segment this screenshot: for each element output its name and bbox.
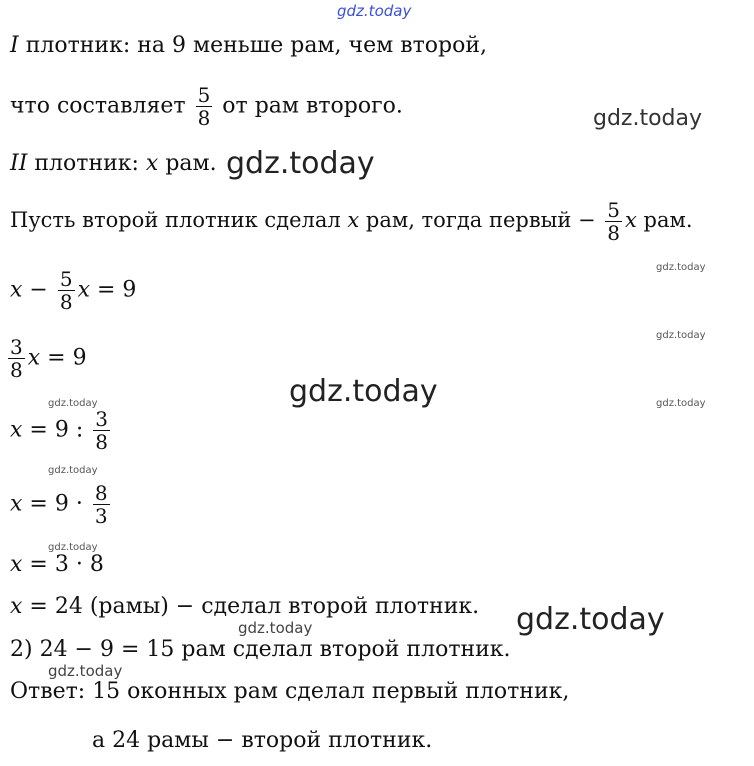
watermark: gdz.today [48,662,123,680]
equation-2 [8,336,87,381]
text: = 9 · [22,491,90,517]
watermark: gdz.today [516,602,665,637]
condition-line-2 [10,84,403,129]
roman-numeral: I [10,33,19,58]
equation-3 [10,408,113,453]
text: плотник: [27,151,146,176]
fraction [605,199,622,244]
text: Пусть второй плотник сделал [10,208,348,232]
watermark: gdz.today [48,398,98,409]
numerator: 8 [94,481,108,505]
text: рам. [158,151,217,176]
fraction [93,482,110,527]
fraction [93,408,110,453]
numerator: 3 [10,335,23,359]
equation-4 [10,482,113,527]
text: = 3 · 8 [22,552,104,577]
answer-line-1: Ответ: 15 оконных рам сделал первый плотник, [10,679,570,704]
text: = 9 [90,277,137,303]
watermark: gdz.today [656,262,706,273]
condition-line-3 [10,151,217,177]
watermark: gdz.today [289,374,438,409]
fraction [58,268,75,313]
denominator: 3 [94,504,108,528]
watermark: gdz.today [238,619,313,637]
denominator: 8 [59,290,73,314]
watermark: gdz.today [48,465,98,476]
variable: x [10,417,23,443]
numerator: 3 [95,407,108,431]
text: рам, тогда первый − [359,208,603,232]
numerator: 5 [607,198,621,222]
text: рам. [636,208,693,232]
text: от рам второго. [215,93,403,119]
denominator: 8 [95,430,108,454]
denominator: 8 [197,106,211,130]
fraction [8,336,25,381]
watermark: gdz.today [593,106,703,131]
solution-intro [10,199,693,244]
denominator: 8 [10,358,23,382]
equation-6 [10,594,479,620]
variable: x [10,491,23,517]
watermark: gdz.today [48,542,98,553]
variable: x [27,345,41,371]
step-2: 2) 24 − 9 = 15 рам сделал второй плотник. [10,637,511,662]
operator: − [22,277,55,303]
text: плотник: на 9 меньше рам, чем второй, [18,33,487,58]
variable: x [10,552,23,577]
numerator: 5 [59,267,73,291]
variable: x [77,277,90,303]
variable: x [347,208,360,232]
fraction [196,84,213,129]
watermark: gdz.today [656,398,706,409]
text: = 9 : [22,417,91,443]
text: что составляет [10,93,193,119]
text: = 9 [40,345,87,371]
condition-line-1 [10,33,487,59]
equation-5 [10,552,104,578]
variable: x [10,594,23,619]
roman-numeral: II [10,151,28,176]
variable: x [625,208,637,232]
denominator: 8 [607,221,621,245]
answer-line-2: а 24 рамы − второй плотник. [92,728,433,753]
variable: x [145,151,159,176]
numerator: 5 [197,83,211,107]
text: = 24 (рамы) − сделал второй плотник. [22,594,480,619]
variable: x [10,277,23,303]
watermark: gdz.today [226,146,375,181]
watermark-top: gdz.today [337,2,412,20]
watermark: gdz.today [656,330,706,341]
equation-1 [10,268,136,313]
